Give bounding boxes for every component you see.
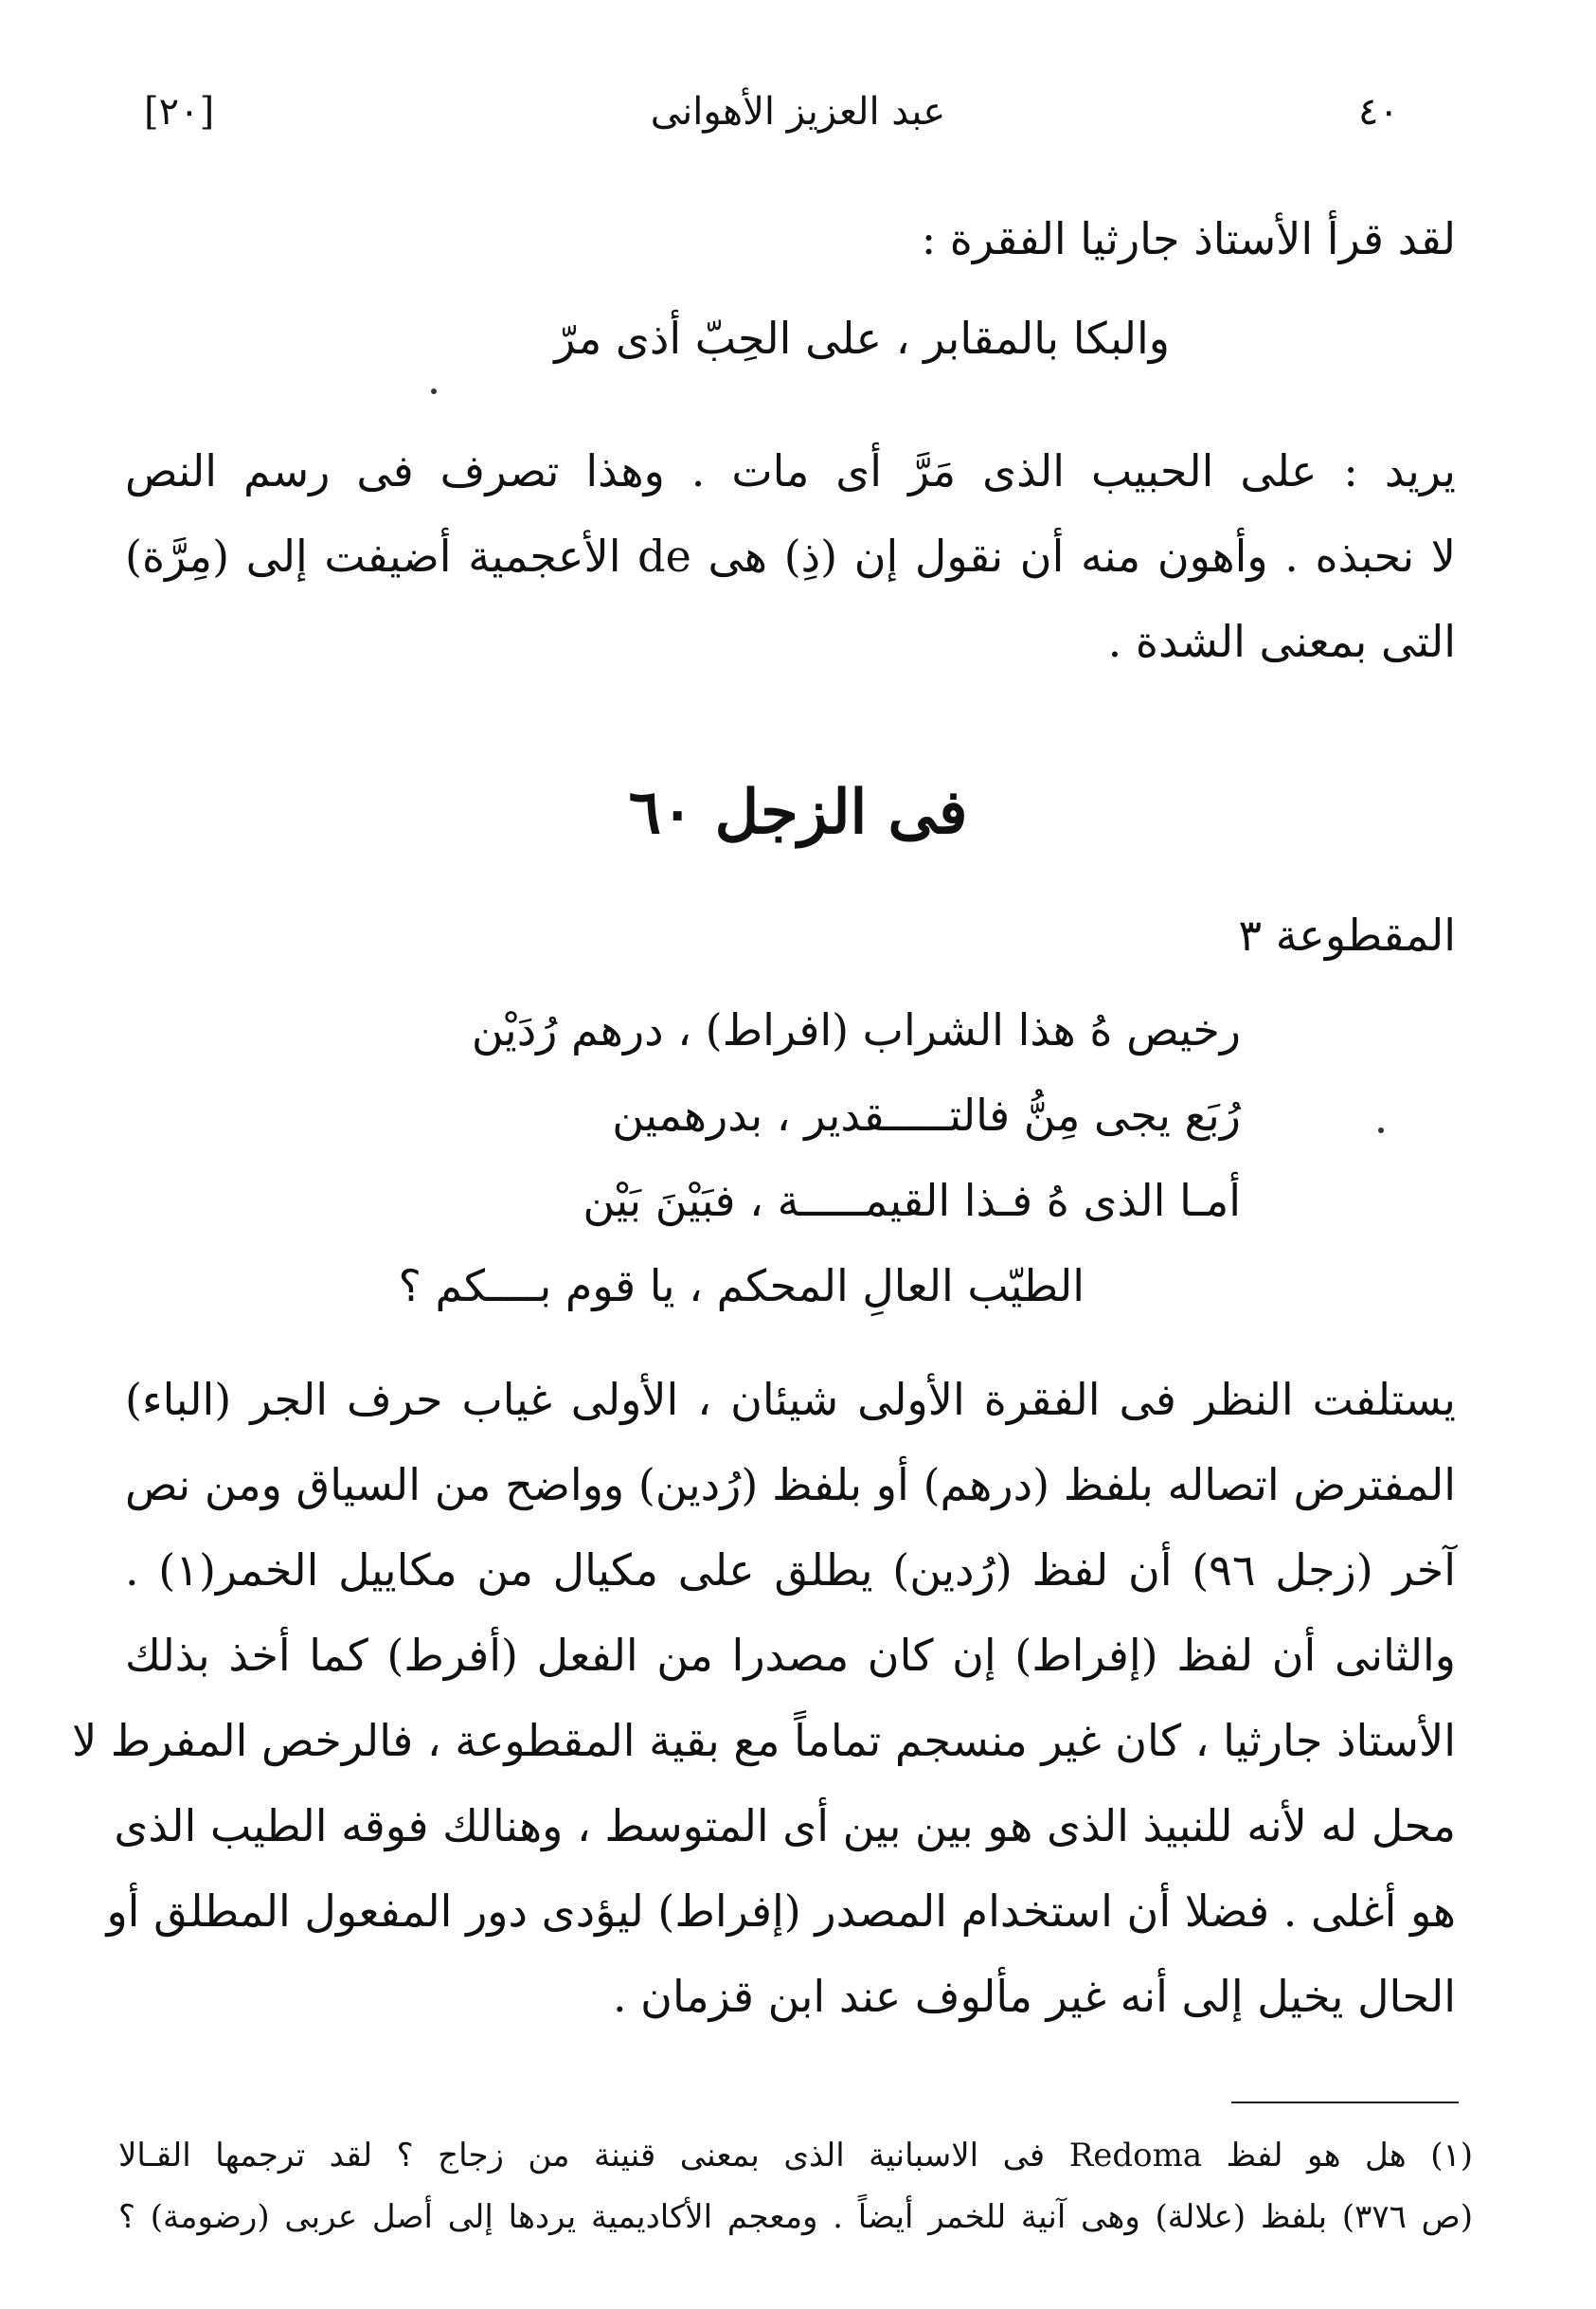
paragraph2-line: والثانى أن لفظ (إفراط) إن كان مصدرا من الفعل (أفرط) كما أخذ بذلك <box>125 1630 1456 1681</box>
page-number: ٤٠ <box>1358 90 1399 134</box>
paragraph2-line: الحال يخيل إلى أنه غير مألوف عند ابن قزمان . <box>612 1971 1456 2022</box>
paragraph2-line: آخر (زجل ٩٦) أن لفظ (رُدين) يطلق على مكيال من مكاييل الخمر(١) . <box>125 1544 1456 1596</box>
paragraph1-line: يريد : على الحبيب الذى مَرَّ أى مات . وهذا تصرف فى رسم النص <box>125 445 1456 496</box>
bracket-page-number: [٢٠] <box>144 90 215 134</box>
paragraph2-line: يستلفت النظر فى الفقرة الأولى شيئان ، الأولى غياب حرف الجر (الباء) <box>125 1374 1456 1425</box>
stanza-label: المقطوعة ٣ <box>1238 910 1456 961</box>
stray-dot <box>1378 1127 1384 1133</box>
paragraph2-line: هو أغلى . فضلا أن استخدام المصدر (إفراط) ليؤدى دور المفعول المطلق أو <box>106 1885 1456 1937</box>
quoted-verse: والبكا بالمقابر ، على الحِبّ أذى مرّ <box>554 313 1170 364</box>
intro-line: لقد قرأ الأستاذ جارثيا الفقرة : <box>921 213 1456 264</box>
poem-line: أمـا الذى هُ فـذا القيمـــــة ، فبَيْنَ بَيْن <box>583 1175 1241 1226</box>
footnote-line: (١) هل هو لفظ Redoma فى الاسبانية الذى بمعنى قنينة من زجاج ؟ لقد ترجمها القـالا <box>118 2137 1473 2174</box>
paragraph1-line: التى بمعنى الشدة . <box>1107 616 1456 667</box>
running-title: عبد العزيز الأهوانى <box>650 90 946 134</box>
stray-dot <box>431 388 437 394</box>
paragraph1-line: لا نحبذه . وأهون منه أن نقول إن (ذِ) هى de الأعجمية أضيفت إلى (مِرَّة) <box>125 531 1456 582</box>
paragraph2-line: المفترض اتصاله بلفظ (درهم) أو بلفظ (رُدين) وواضح من السياق ومن نص <box>125 1459 1456 1510</box>
poem-line: رُبَع يجى مِنُّ فالتـــــقدير ، بدرهمين <box>612 1090 1241 1141</box>
footnote-rule <box>1231 2102 1459 2103</box>
footnote-line: (ص ٣٧٦) بلفظ (علالة) وهى آنية للخمر أيضاً . ومعجم الأكاديمية يردها إلى أصل عربى (رضومة) ؟ <box>118 2198 1473 2236</box>
section-title: فى الزجل ٦٠ <box>628 777 968 848</box>
poem-line: الطيّب العالِ المحكم ، يا قوم بــــكم ؟ <box>398 1260 1085 1311</box>
paragraph2-line: محل له لأنه للنبيذ الذى هو بين بين أى المتوسط ، وهنالك فوقه الطيب الذى <box>114 1800 1456 1851</box>
poem-line: رخيص هُ هذا الشراب (افراط) ، درهم رُدَيْن <box>471 1004 1241 1055</box>
paragraph2-line: الأستاذ جارثيا ، كان غير منسجم تماماً مع بقية المقطوعة ، فالرخص المفرط لا <box>71 1715 1456 1766</box>
